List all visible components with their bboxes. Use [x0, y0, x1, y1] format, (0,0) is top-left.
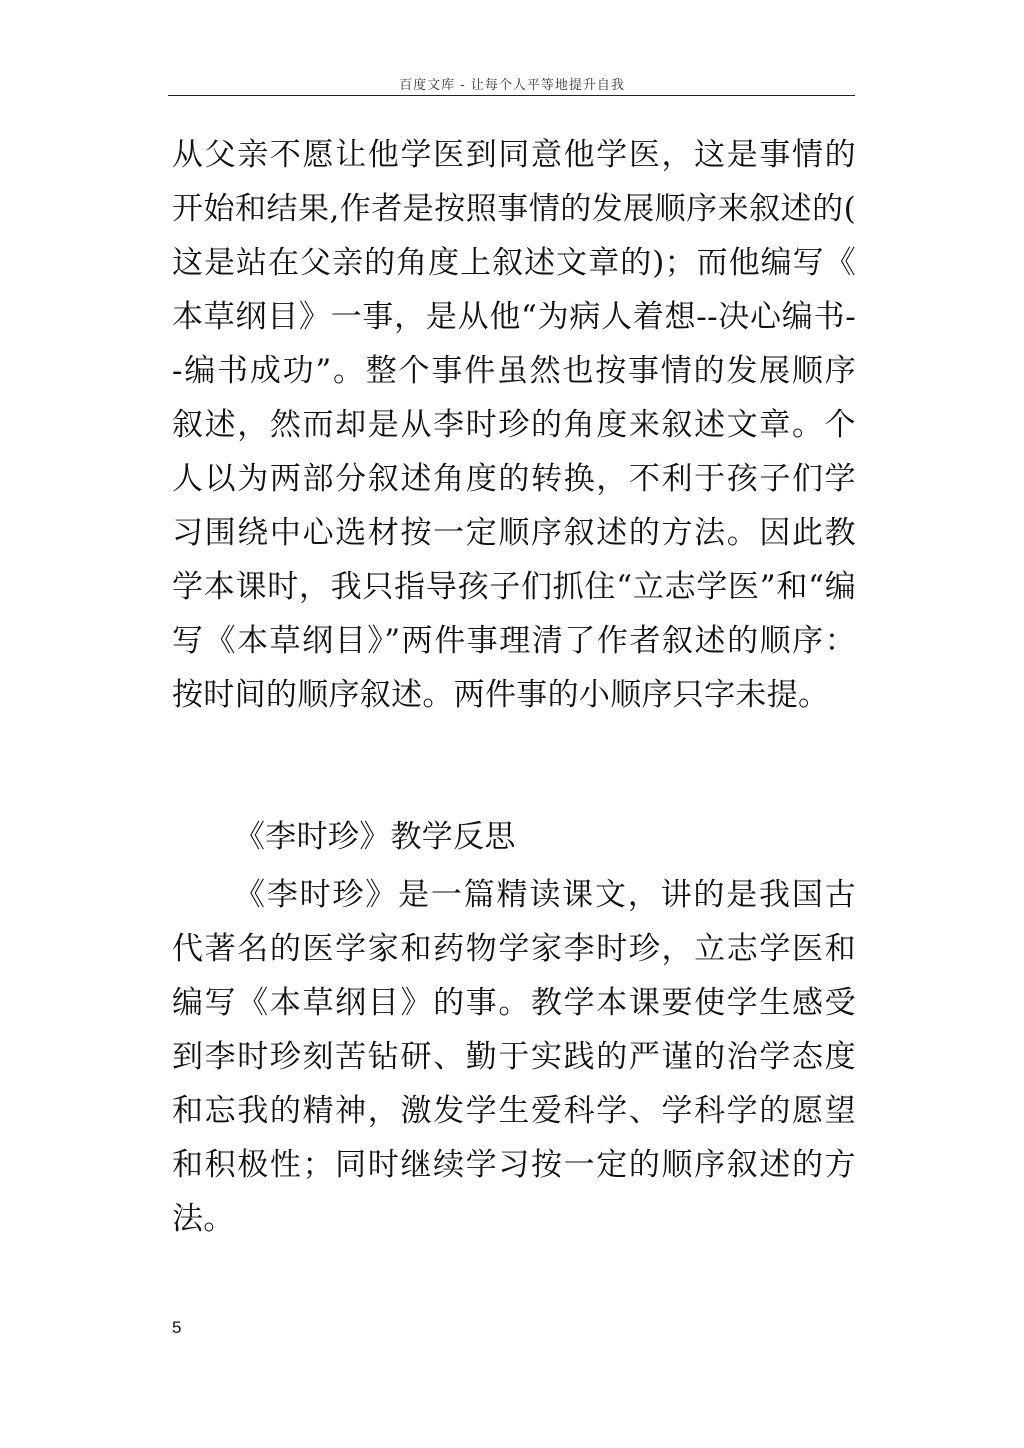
page-header: 百度文库 - 让每个人平等地提升自我: [399, 78, 625, 93]
continued-paragraph: 从父亲不愿让他学医到同意他学医，这是事情的开始和结果,作者是按照事情的发展顺序来叙述的(这是站在父亲的角度上叙述文章的)；而他编写《本草纲目》一事，是从他“为病人着想--决心编书--编书成功”。整个事件虽然也按事情的发展顺序叙述，然而却是从李时珍的角度来叙述文章。个人以为两部分叙述角度的转换，不利于孩子们学习围绕中心选材按一定顺序叙述的方法。因此教学本课时，我只指导孩子们抓住“立志学医”和“编写《本草纲目》”两件事理清了作者叙述的顺序：按时间的顺序叙述。两件事的小顺序只字未提。: [172, 137, 856, 713]
section-title: 《李时珍》教学反思: [234, 819, 516, 855]
header-divider: [168, 95, 855, 96]
page-number: 5: [172, 1318, 182, 1337]
document-body: [172, 128, 856, 1246]
section-paragraph: 《李时珍》是一篇精读课文，讲的是我国古代著名的医学家和药物学家李时珍，立志学医和编写《本草纲目》的事。教学本课要使学生感受到李时珍刻苦钻研、勤于实践的严谨的治学态度和忘我的精神，激发学生爱科学、学科学的愿望和积极性；同时继续学习按一定的顺序叙述的方法。: [172, 877, 856, 1237]
